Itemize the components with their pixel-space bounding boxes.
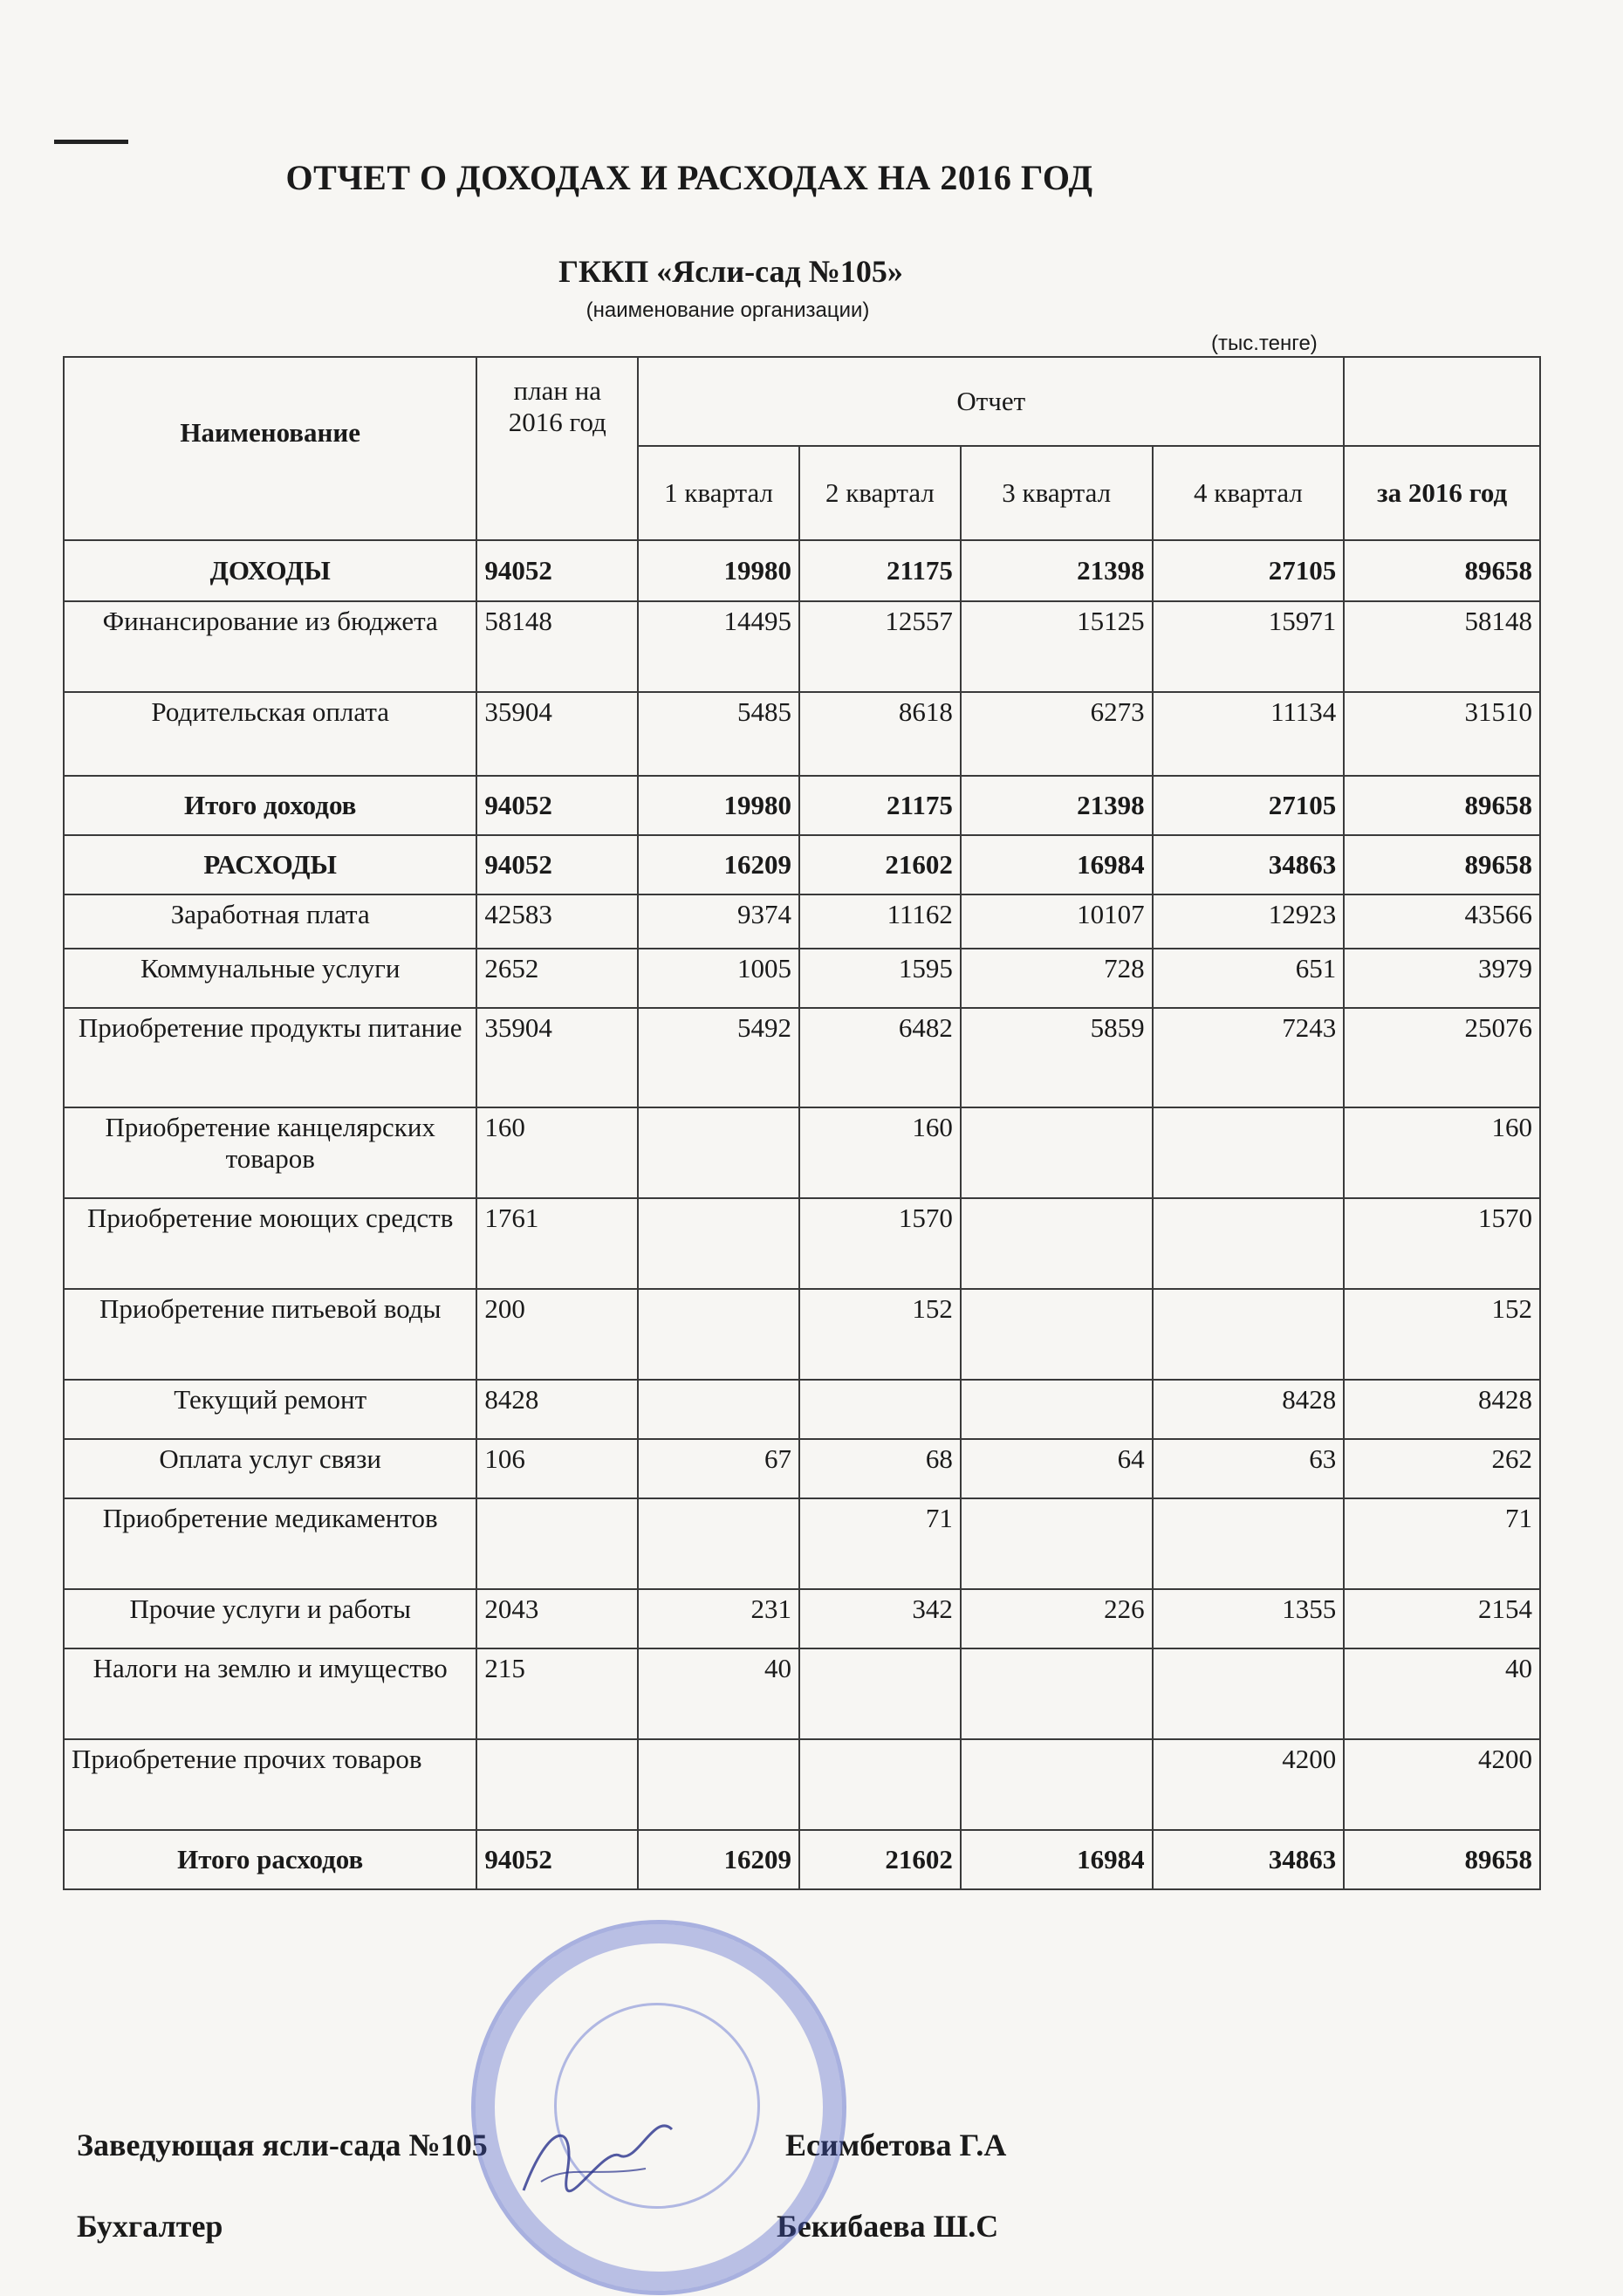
cell-q1 [638, 1380, 799, 1439]
cell-year: 58148 [1344, 601, 1540, 692]
cell-q1: 231 [638, 1589, 799, 1648]
cell-q3 [961, 1648, 1153, 1739]
cell-q1: 40 [638, 1648, 799, 1739]
cell-year: 89658 [1344, 1830, 1540, 1889]
cell-q1 [638, 1498, 799, 1589]
header-year: за 2016 год [1344, 446, 1540, 540]
cell-plan: 2043 [476, 1589, 638, 1648]
cell-name: Прочие услуги и работы [64, 1589, 476, 1648]
cell-q4: 651 [1153, 949, 1345, 1008]
cell-q4: 8428 [1153, 1380, 1345, 1439]
cell-q2: 21602 [799, 835, 961, 894]
cell-year: 4200 [1344, 1739, 1540, 1830]
cell-q2: 6482 [799, 1008, 961, 1107]
cell-name: Родительская оплата [64, 692, 476, 776]
cell-q3: 10107 [961, 894, 1153, 949]
cell-name: Оплата услуг связи [64, 1439, 476, 1498]
accountant-title: Бухгалтер [77, 2209, 223, 2244]
cell-name: Коммунальные услуги [64, 949, 476, 1008]
cell-q3 [961, 1107, 1153, 1198]
cell-q3: 5859 [961, 1008, 1153, 1107]
table-row [64, 1739, 1540, 1830]
cell-q4: 15971 [1153, 601, 1345, 692]
cell-q1: 14495 [638, 601, 799, 692]
cell-plan: 160 [476, 1107, 638, 1198]
cell-q2: 152 [799, 1289, 961, 1380]
table-row [64, 1648, 1540, 1739]
cell-year: 43566 [1344, 894, 1540, 949]
cell-plan: 94052 [476, 835, 638, 894]
cell-name: Заработная плата [64, 894, 476, 949]
cell-year: 3979 [1344, 949, 1540, 1008]
header-report: Отчет [638, 357, 1344, 446]
cell-q4: 12923 [1153, 894, 1345, 949]
cell-q3 [961, 1739, 1153, 1830]
cell-q4: 27105 [1153, 776, 1345, 835]
cell-q2: 11162 [799, 894, 961, 949]
cell-name: Итого расходов [64, 1830, 476, 1889]
handwritten-signature-icon [515, 2094, 689, 2217]
header-q2: 2 квартал [799, 446, 961, 540]
cell-q3: 21398 [961, 776, 1153, 835]
cell-q2: 12557 [799, 601, 961, 692]
cell-plan: 200 [476, 1289, 638, 1380]
cell-q1: 19980 [638, 776, 799, 835]
cell-plan: 94052 [476, 776, 638, 835]
cell-q3: 6273 [961, 692, 1153, 776]
cell-q2: 71 [799, 1498, 961, 1589]
header-q1: 1 квартал [638, 446, 799, 540]
cell-name: Приобретение канцелярских товаров [64, 1107, 476, 1198]
cell-year: 31510 [1344, 692, 1540, 776]
cell-q4 [1153, 1289, 1345, 1380]
cell-q2: 160 [799, 1107, 961, 1198]
cell-q1: 5485 [638, 692, 799, 776]
cell-q2 [799, 1380, 961, 1439]
cell-q1: 19980 [638, 540, 799, 601]
head-name: Есимбетова Г.А [785, 2128, 1007, 2162]
cell-q2: 8618 [799, 692, 961, 776]
table-row [64, 894, 1540, 949]
cell-q3: 21398 [961, 540, 1153, 601]
cell-name: Финансирование из бюджета [64, 601, 476, 692]
cell-q4: 11134 [1153, 692, 1345, 776]
cell-q2: 1570 [799, 1198, 961, 1289]
cell-q1 [638, 1198, 799, 1289]
cell-q3: 16984 [961, 835, 1153, 894]
cell-plan: 94052 [476, 1830, 638, 1889]
cell-q3: 15125 [961, 601, 1153, 692]
cell-plan [476, 1739, 638, 1830]
cell-plan [476, 1498, 638, 1589]
document-title: ОТЧЕТ О ДОХОДАХ И РАСХОДАХ НА 2016 ГОД [285, 158, 1093, 197]
cell-q4: 1355 [1153, 1589, 1345, 1648]
report-table [63, 356, 1541, 1890]
table-row [64, 601, 1540, 692]
table-row [64, 1498, 1540, 1589]
cell-q2: 68 [799, 1439, 961, 1498]
cell-plan: 35904 [476, 1008, 638, 1107]
cell-q4: 4200 [1153, 1739, 1345, 1830]
table-row [64, 1439, 1540, 1498]
cell-plan: 1761 [476, 1198, 638, 1289]
cell-q4: 63 [1153, 1439, 1345, 1498]
cell-year: 160 [1344, 1107, 1540, 1198]
cell-year: 89658 [1344, 776, 1540, 835]
cell-year: 40 [1344, 1648, 1540, 1739]
cell-q1: 16209 [638, 835, 799, 894]
accountant-name: Бекибаева Ш.С [777, 2209, 999, 2244]
cell-q3: 226 [961, 1589, 1153, 1648]
cell-q1: 16209 [638, 1830, 799, 1889]
cell-year: 89658 [1344, 835, 1540, 894]
table-row [64, 835, 1540, 894]
header-empty [1344, 357, 1540, 446]
organization-caption: (наименование организации) [586, 298, 870, 322]
cell-plan: 42583 [476, 894, 638, 949]
cell-q2: 342 [799, 1589, 961, 1648]
cell-name: ДОХОДЫ [64, 540, 476, 601]
cell-name: Приобретение моющих средств [64, 1198, 476, 1289]
head-title: Заведующая ясли-сада №105 [77, 2128, 488, 2162]
cell-q4 [1153, 1107, 1345, 1198]
cell-q4: 34863 [1153, 835, 1345, 894]
cell-q3 [961, 1198, 1153, 1289]
cell-q4: 34863 [1153, 1830, 1345, 1889]
cell-q2: 21602 [799, 1830, 961, 1889]
cell-q1 [638, 1289, 799, 1380]
table-row [64, 776, 1540, 835]
header-name: Наименование [64, 357, 476, 540]
cell-q4 [1153, 1648, 1345, 1739]
cell-q1: 9374 [638, 894, 799, 949]
cell-name: Налоги на землю и имущество [64, 1648, 476, 1739]
cell-year: 71 [1344, 1498, 1540, 1589]
table-row [64, 1198, 1540, 1289]
header-plan: план на 2016 год [476, 357, 638, 540]
cell-plan: 2652 [476, 949, 638, 1008]
cell-plan: 215 [476, 1648, 638, 1739]
units-label: (тыс.тенге) [1211, 332, 1318, 355]
cell-q1 [638, 1739, 799, 1830]
cell-q3: 728 [961, 949, 1153, 1008]
cell-q1: 67 [638, 1439, 799, 1498]
header-q3: 3 квартал [961, 446, 1153, 540]
cell-name: Приобретение прочих товаров [64, 1739, 476, 1830]
cell-name: Итого доходов [64, 776, 476, 835]
cell-q1 [638, 1107, 799, 1198]
cell-name: Текущий ремонт [64, 1380, 476, 1439]
cell-q2 [799, 1739, 961, 1830]
table-row [64, 1289, 1540, 1380]
cell-year: 152 [1344, 1289, 1540, 1380]
cell-year: 89658 [1344, 540, 1540, 601]
cell-q4: 27105 [1153, 540, 1345, 601]
cell-year: 2154 [1344, 1589, 1540, 1648]
table-row [64, 1380, 1540, 1439]
margin-dash-mark [54, 140, 128, 144]
cell-q4 [1153, 1498, 1345, 1589]
table-row [64, 1830, 1540, 1889]
cell-q2: 21175 [799, 540, 961, 601]
cell-year: 25076 [1344, 1008, 1540, 1107]
table-row [64, 1589, 1540, 1648]
cell-year: 1570 [1344, 1198, 1540, 1289]
cell-q3 [961, 1380, 1153, 1439]
cell-q2: 21175 [799, 776, 961, 835]
cell-plan: 35904 [476, 692, 638, 776]
cell-q1: 1005 [638, 949, 799, 1008]
cell-q3 [961, 1289, 1153, 1380]
cell-name: РАСХОДЫ [64, 835, 476, 894]
organization-name: ГККП «Ясли-сад №105» [558, 254, 903, 289]
cell-plan: 8428 [476, 1380, 638, 1439]
cell-name: Приобретение питьевой воды [64, 1289, 476, 1380]
cell-name: Приобретение продукты питание [64, 1008, 476, 1107]
table-row [64, 949, 1540, 1008]
cell-q1: 5492 [638, 1008, 799, 1107]
cell-q3 [961, 1498, 1153, 1589]
table-row [64, 1107, 1540, 1198]
table-row [64, 692, 1540, 776]
cell-q2 [799, 1648, 961, 1739]
header-q4: 4 квартал [1153, 446, 1345, 540]
cell-q4 [1153, 1198, 1345, 1289]
cell-year: 262 [1344, 1439, 1540, 1498]
cell-plan: 94052 [476, 540, 638, 601]
cell-year: 8428 [1344, 1380, 1540, 1439]
cell-q4: 7243 [1153, 1008, 1345, 1107]
cell-plan: 58148 [476, 601, 638, 692]
table-row [64, 1008, 1540, 1107]
cell-q3: 16984 [961, 1830, 1153, 1889]
cell-name: Приобретение медикаментов [64, 1498, 476, 1589]
cell-plan: 106 [476, 1439, 638, 1498]
cell-q3: 64 [961, 1439, 1153, 1498]
cell-q2: 1595 [799, 949, 961, 1008]
report-body [64, 540, 1540, 1889]
table-row [64, 540, 1540, 601]
